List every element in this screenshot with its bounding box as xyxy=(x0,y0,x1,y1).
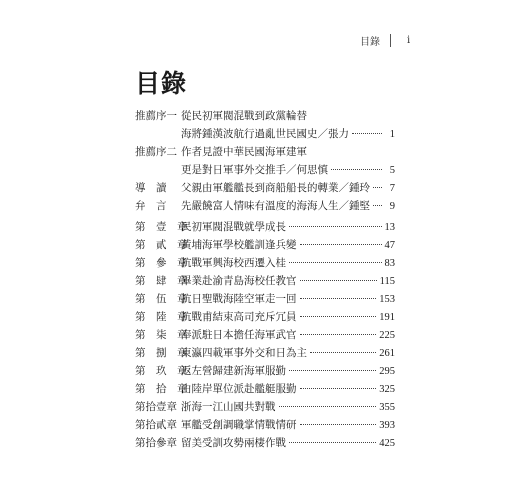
toc-title: 民初軍閥混戰就學成長 xyxy=(181,221,286,233)
toc-title: 抗日聖戰海陸空軍走一回 xyxy=(181,293,297,305)
toc-page-number: 261 xyxy=(379,348,395,359)
toc-page-number: 295 xyxy=(379,366,395,377)
toc-title: 畢業赴渝青島海校任教官 xyxy=(181,275,297,287)
toc-title: 從民初軍閥混戰到政黨輪替 xyxy=(181,110,307,122)
toc-entry[interactable] xyxy=(135,162,395,180)
dot-leader xyxy=(300,316,377,317)
toc-label: 導 讀 xyxy=(135,182,167,194)
toc-title: 浙海一江山國共對戰 xyxy=(181,401,276,413)
toc-title: 父親由軍艦艦長到商船船長的轉業／鍾玲 xyxy=(181,182,370,194)
toc-page-number: 13 xyxy=(384,222,395,233)
running-title: 目錄 xyxy=(360,37,380,48)
dot-leader xyxy=(289,370,376,371)
dot-leader xyxy=(352,133,382,134)
dot-leader xyxy=(373,205,382,206)
dot-leader xyxy=(300,334,377,335)
dot-leader xyxy=(300,280,377,281)
toc-chapter-entry[interactable] xyxy=(135,327,395,345)
toc-chapter-entry[interactable] xyxy=(135,255,395,273)
toc-label: 第 參 章 xyxy=(135,257,188,269)
dot-leader xyxy=(300,424,377,425)
dot-leader xyxy=(300,388,377,389)
dot-leader xyxy=(331,169,382,170)
toc-title: 抗戰甫結束高司充斥冗員 xyxy=(181,311,297,323)
dot-leader xyxy=(279,406,377,407)
toc-label: 第 捌 章 xyxy=(135,347,188,359)
toc-label: 第 陸 章 xyxy=(135,311,188,323)
toc-title: 作者見證中華民國海軍建軍 xyxy=(181,146,307,158)
page-numeral: i xyxy=(407,35,411,46)
toc-chapter-entry[interactable] xyxy=(135,237,395,255)
toc-chapter-entry[interactable] xyxy=(135,435,395,453)
running-header xyxy=(360,33,410,48)
toc-page-number: 83 xyxy=(384,258,395,269)
toc-label: 推薦序一 xyxy=(135,110,177,122)
toc-page-number: 7 xyxy=(389,183,395,194)
toc-chapter-entry[interactable] xyxy=(135,345,395,363)
dot-leader xyxy=(289,226,382,227)
toc-label: 推薦序二 xyxy=(135,146,177,158)
dot-leader xyxy=(300,298,377,299)
toc-label: 第拾參章 xyxy=(135,437,177,449)
toc-title: 留美受訓攻勢兩棲作戰 xyxy=(181,437,286,449)
toc-title: 抗戰軍興海校西遷入桂 xyxy=(181,257,286,269)
toc-page-number: 355 xyxy=(379,402,395,413)
toc-entry[interactable] xyxy=(135,198,395,216)
toc-chapter-entry[interactable] xyxy=(135,291,395,309)
toc-label: 第 肆 章 xyxy=(135,275,188,287)
dot-leader xyxy=(300,244,382,245)
toc-entry[interactable] xyxy=(135,108,395,126)
toc-label: 弁 言 xyxy=(135,200,167,212)
toc-entry[interactable] xyxy=(135,144,395,162)
toc-title: 東瀛四載軍事外交和日為主 xyxy=(181,347,307,359)
toc-chapter-entry[interactable] xyxy=(135,309,395,327)
toc-title: 黃埔海軍學校艦訓逢兵變 xyxy=(181,239,297,251)
toc-chapter-entry[interactable] xyxy=(135,417,395,435)
toc-chapter-entry[interactable] xyxy=(135,363,395,381)
toc-front-matter xyxy=(135,108,395,216)
toc-label: 第 玖 章 xyxy=(135,365,188,377)
toc-title: 更是對日軍事外交推手／何思慎 xyxy=(181,164,328,176)
toc-chapter-entry[interactable] xyxy=(135,219,395,237)
toc-page-number: 191 xyxy=(379,312,395,323)
toc-page-number: 425 xyxy=(379,438,395,449)
toc-label: 第拾壹章 xyxy=(135,401,177,413)
toc-chapter-entry[interactable] xyxy=(135,381,395,399)
toc-page-number: 153 xyxy=(379,294,395,305)
toc-title: 海將鍾漢波航行過亂世民國史／張力 xyxy=(181,128,349,140)
dot-leader xyxy=(310,352,376,353)
toc-label: 第 壹 章 xyxy=(135,221,188,233)
dot-leader xyxy=(289,262,382,263)
dot-leader xyxy=(289,442,376,443)
toc-page-number: 5 xyxy=(389,165,395,176)
toc-title: 返左營歸建新海軍服勤 xyxy=(181,365,286,377)
toc-page-number: 225 xyxy=(379,330,395,341)
toc-label: 第 拾 章 xyxy=(135,383,188,395)
toc-page-number: 393 xyxy=(379,420,395,431)
toc-page-number: 47 xyxy=(384,240,395,251)
toc-title: 先嚴饒富人情味有溫度的海海人生／鍾堅 xyxy=(181,200,370,212)
toc-label: 第 伍 章 xyxy=(135,293,188,305)
toc-chapter-entry[interactable] xyxy=(135,273,395,291)
toc-page-number: 9 xyxy=(389,201,395,212)
header-divider xyxy=(390,34,391,47)
toc-page-number: 115 xyxy=(379,276,395,287)
toc-label: 第拾貳章 xyxy=(135,419,177,431)
toc-entry[interactable] xyxy=(135,180,395,198)
toc-label: 第 柒 章 xyxy=(135,329,188,341)
page-title: 目錄 xyxy=(135,69,188,98)
toc-entry[interactable] xyxy=(135,126,395,144)
toc-title: 軍艦受創調職掌情戰情研 xyxy=(181,419,297,431)
toc-page-number: 325 xyxy=(379,384,395,395)
toc-title: 奉派駐日本擔任海軍武官 xyxy=(181,329,297,341)
toc-chapter-entry[interactable] xyxy=(135,399,395,417)
toc-label: 第 貳 章 xyxy=(135,239,188,251)
toc-page-number: 1 xyxy=(389,129,395,140)
dot-leader xyxy=(373,187,382,188)
toc-chapters xyxy=(135,219,395,453)
toc-title: 由陸岸單位派赴艦艇服勤 xyxy=(181,383,297,395)
